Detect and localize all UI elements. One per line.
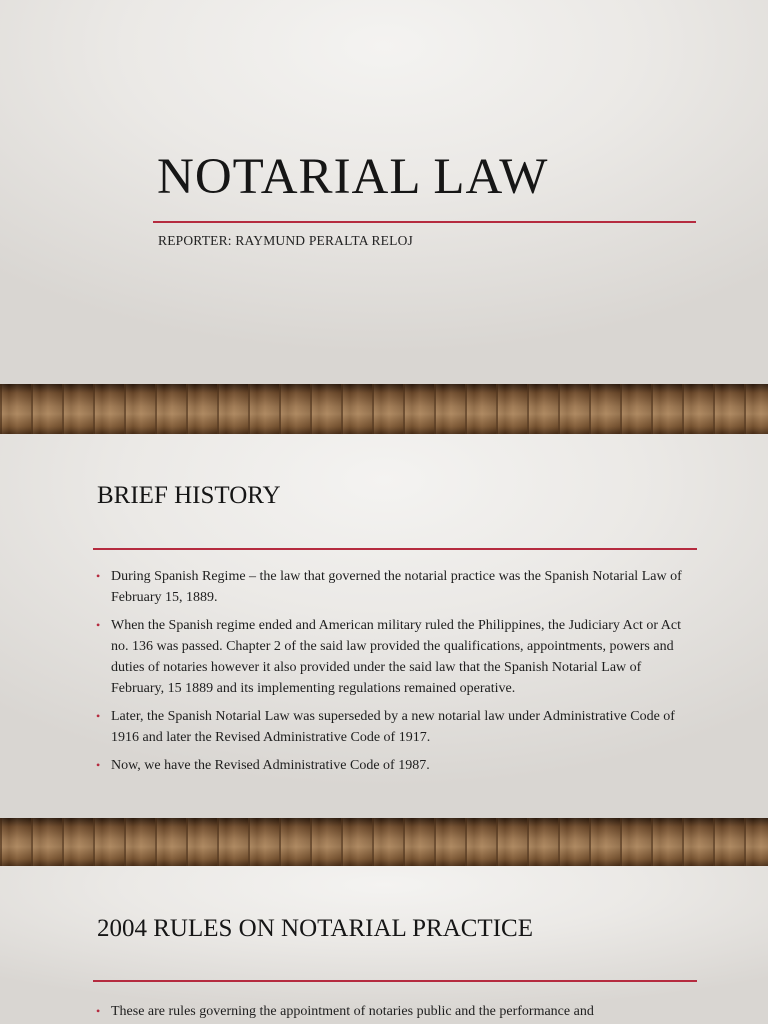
bullet-dot-icon: • <box>96 569 101 583</box>
bullet-item <box>96 1001 696 1022</box>
bullet-text: During Spanish Regime – the law that governed the notarial practice was the Spanish Notarial Law of February 15, 1889. <box>111 569 682 605</box>
bullet-list <box>96 566 696 783</box>
bullet-dot-icon: • <box>96 758 101 772</box>
title-divider-line <box>153 221 696 223</box>
bullet-item <box>96 706 696 748</box>
bullet-dot-icon: • <box>96 1004 101 1018</box>
bullet-text: Now, we have the Revised Administrative Code of 1987. <box>111 758 430 773</box>
slide-heading: 2004 RULES ON NOTARIAL PRACTICE <box>97 915 533 942</box>
bullet-item <box>96 755 696 776</box>
bullet-dot-icon: • <box>96 709 101 723</box>
bullet-dot-icon: • <box>96 618 101 632</box>
slide-title: NOTARIAL LAW <box>157 149 549 205</box>
slide-heading: BRIEF HISTORY <box>97 482 281 509</box>
rules-slide <box>0 866 768 1024</box>
bullet-item <box>96 566 696 608</box>
title-slide <box>0 0 768 384</box>
wood-floor-divider <box>0 818 768 866</box>
bullet-list <box>96 1001 696 1024</box>
heading-divider-line <box>93 980 697 982</box>
heading-divider-line <box>93 548 697 550</box>
wood-floor-divider <box>0 384 768 434</box>
bullet-text: Later, the Spanish Notarial Law was superseded by a new notarial law under Administrative Code of 1916 and later the Revised Administrative Code of 1917. <box>111 709 675 745</box>
history-slide <box>0 434 768 818</box>
bullet-item <box>96 615 696 699</box>
bullet-text: These are rules governing the appointment of notaries public and the performance and <box>111 1004 594 1019</box>
bullet-text: When the Spanish regime ended and American military ruled the Philippines, the Judiciary Act or Act no. 136 was passed. Chapter 2 of the said law provided the qualifications, appointments, powers and duties of notaries however it also provided under the said law that the Spanish Notarial Law of February, 15 1889 and its implementing regulations remained operative. <box>111 618 681 696</box>
slide-subtitle: REPORTER: RAYMUND PERALTA RELOJ <box>158 233 413 248</box>
